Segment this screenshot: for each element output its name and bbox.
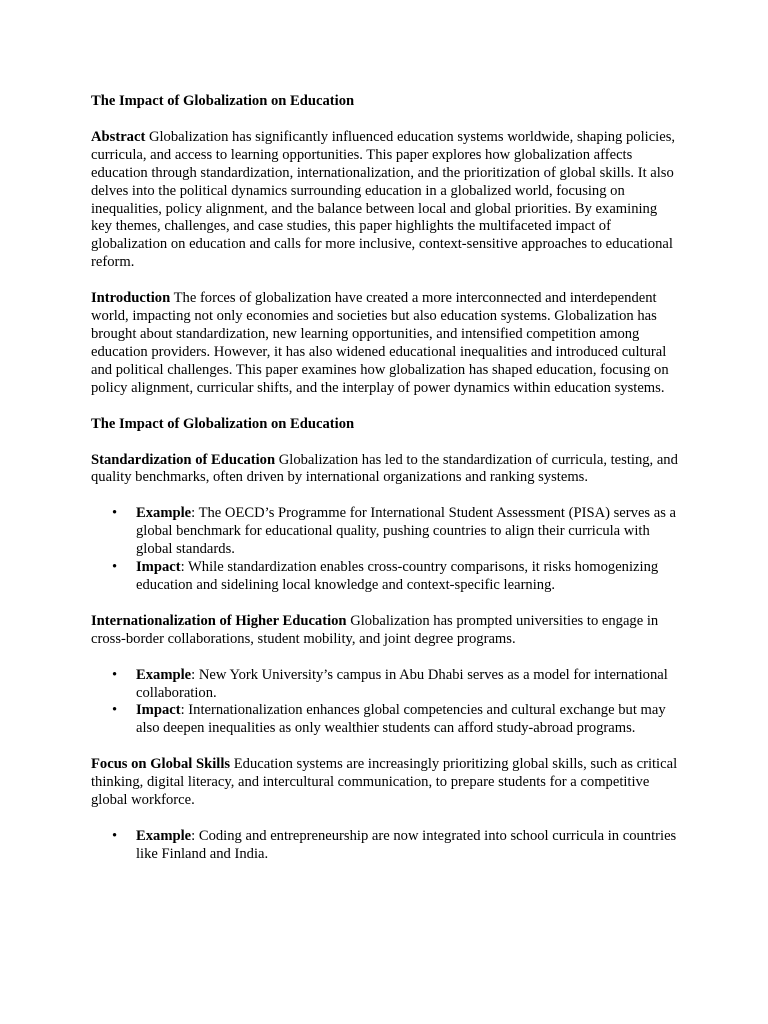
bullet-text: : The OECD’s Programme for International Student Assessment (PISA) serves as a global benchmark for educational quality, pushing countries to align their curricula with global standards.	[136, 505, 677, 558]
global-skills-bullet-list	[91, 828, 681, 864]
internationalization-paragraph	[91, 613, 681, 649]
introduction-heading: Introduction	[91, 290, 171, 307]
global-skills-paragraph	[91, 756, 681, 810]
bullet-item	[136, 505, 681, 559]
introduction-text: The forces of globalization have created a more interconnected and interdependent world, impacting not only economies and societies but also education systems. Globalization has brought about standardization, new learning opportunities, and intensified competition among education providers. However, it has also widened educational inequalities and introduced cultural and political challenges. This paper examines how globalization has shaped education, focusing on policy alignment, curricular shifts, and the interplay of power dynamics within education systems.	[91, 290, 669, 396]
abstract-paragraph	[91, 129, 681, 272]
bullet-text: : New York University’s campus in Abu Dhabi serves as a model for international collaboration.	[136, 666, 668, 701]
document-title: The Impact of Globalization on Education	[91, 93, 355, 109]
bullet-label: Example	[136, 505, 192, 522]
standardization-paragraph	[91, 452, 681, 488]
abstract-heading: Abstract	[91, 128, 146, 145]
bullet-label: Impact	[136, 559, 181, 576]
internationalization-bullet-list	[91, 667, 681, 739]
bullet-item	[136, 667, 681, 703]
document-body	[91, 93, 681, 882]
global-skills-text: Education systems are increasingly prioritizing global skills, such as critical thinking, digital literacy, and intercultural communication, to prepare students for a competitive global workforce.	[91, 756, 678, 809]
abstract-text: Globalization has significantly influenced education systems worldwide, shaping policies, curricula, and access to learning opportunities. This paper explores how globalization affects education through standardization, internationalization, and the prioritization of global skills. It also delves into the political dynamics surrounding education in a globalized world, focusing on inequalities, policy alignment, and the balance between local and global priorities. By examining key themes, challenges, and case studies, this paper highlights the multifaceted impact of globalization on education and calls for more inclusive, context-sensitive approaches to educational reform.	[91, 128, 676, 271]
section-heading: The Impact of Globalization on Education	[91, 415, 355, 432]
bullet-item	[136, 828, 681, 864]
bullet-item	[136, 702, 681, 738]
introduction-paragraph	[91, 290, 681, 397]
internationalization-text: Globalization has prompted universities to engage in cross-border collaborations, student mobility, and joint degree programs.	[91, 612, 659, 647]
bullet-label: Example	[136, 666, 192, 683]
internationalization-heading: Internationalization of Higher Education	[91, 612, 347, 629]
standardization-text: Globalization has led to the standardization of curricula, testing, and quality benchmarks, often driven by international organizations and ranking systems.	[91, 451, 678, 486]
global-skills-heading: Focus on Global Skills	[91, 756, 231, 773]
bullet-text: : Internationalization enhances global competencies and cultural exchange but may also deepen inequalities as only wealthier students can afford study-abroad programs.	[136, 702, 666, 737]
bullet-text: : While standardization enables cross-country comparisons, it risks homogenizing education and sidelining local knowledge and context-specific learning.	[136, 559, 659, 593]
bullet-item	[136, 559, 681, 595]
standardization-heading: Standardization of Education	[91, 451, 276, 468]
bullet-label: Impact	[136, 702, 181, 719]
standardization-bullet-list	[91, 505, 681, 595]
bullet-label: Example	[136, 828, 192, 844]
bullet-text: : Coding and entrepreneurship are now integrated into school curricula in countries like Finland and India.	[136, 828, 677, 862]
